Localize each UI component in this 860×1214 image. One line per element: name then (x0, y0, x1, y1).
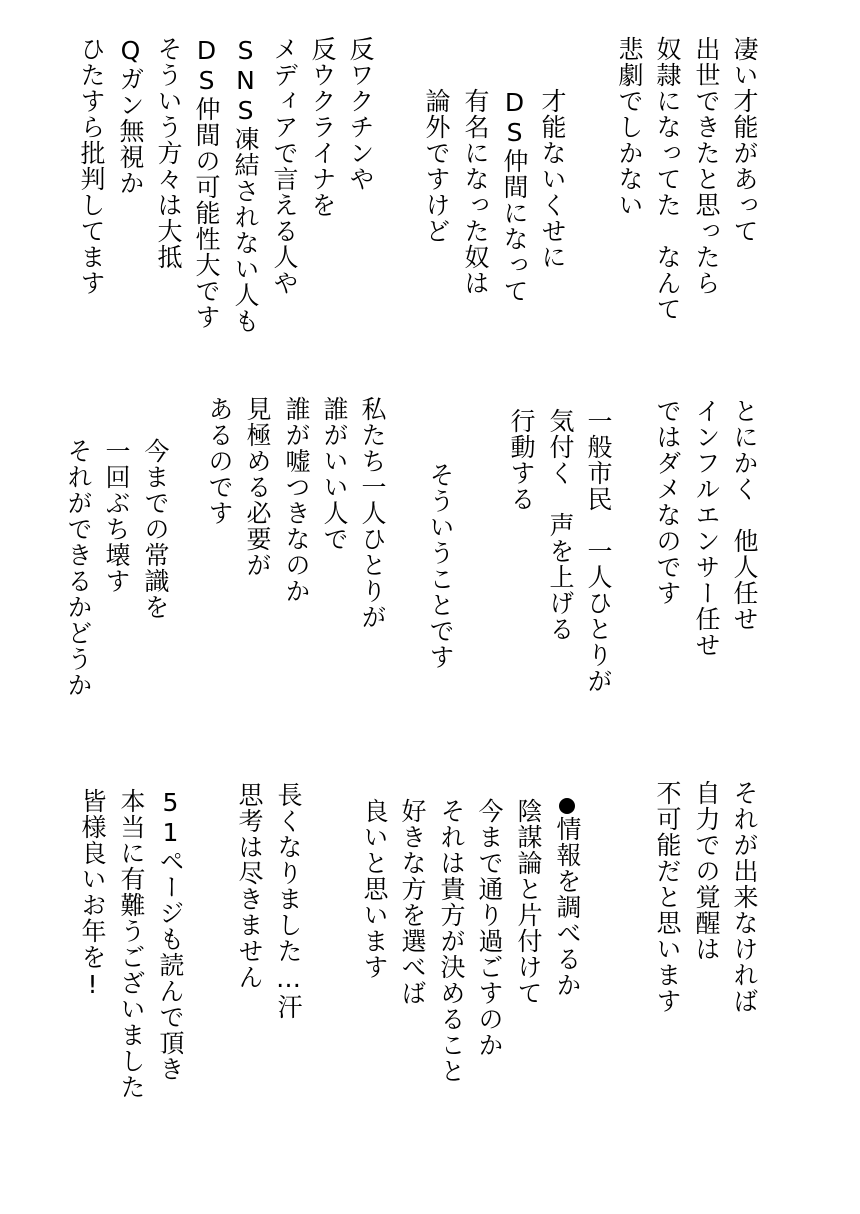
text-line: 今まで通り過ごすのか (475, 798, 504, 1058)
text-line: 長くなりました…汗 (274, 782, 303, 1020)
text-line-label: 情報を調べるか (553, 816, 582, 998)
text-line: 奴隷になってた なんて (653, 36, 682, 322)
text-line: 気付く 声を上げる (546, 408, 575, 642)
bullet-dot-icon (559, 798, 575, 814)
text-line (555, 798, 580, 998)
text-line: 良いと思います (360, 798, 389, 980)
text-line: 皆様良いお年を! (78, 788, 107, 1000)
text-line: 出世できたと思ったら (692, 36, 721, 296)
text-line: 才能ないくせに (538, 88, 567, 270)
text-line: 悲劇でしかない (615, 36, 644, 218)
section-2 (0, 360, 860, 780)
text-line: 見極める必要が (243, 396, 272, 578)
text-line: メディアで言える人や (270, 36, 299, 296)
text-line: 思考は尽きません (235, 782, 264, 990)
text-line: 51ページも読んで頂き (156, 788, 185, 1082)
text-line: 誰が嘘つきなのか (282, 396, 311, 604)
text-line: ひたすら批判してます (77, 36, 106, 296)
text-line: 私たち一人ひとりが (358, 396, 387, 630)
text-line: DS仲間の可能性大です (192, 36, 221, 330)
text-line: SNS凍結されない人も (231, 36, 260, 334)
text-line: それができるかどうか (64, 438, 93, 698)
text-line: インフルエンサー任せ (692, 398, 721, 658)
text-line: あるのです (205, 396, 234, 526)
text-line: 陰謀論と片付けて (514, 798, 543, 1006)
section-1 (0, 0, 860, 360)
text-line: 自力での覚醒は (692, 780, 721, 962)
text-line: 好きな方を選べば (398, 798, 427, 1006)
text-line: そういう方々は大抵 (154, 36, 183, 270)
text-line: 反ワクチンや (346, 36, 375, 192)
text-line: 今までの常識を (141, 438, 170, 620)
text-line: 一回ぶち壊す (102, 438, 131, 594)
text-line: Qガン無視か (116, 36, 145, 196)
section-3 (0, 780, 860, 1214)
text-line: とにかく 他人任せ (730, 398, 759, 632)
text-line: ではダメなのです (653, 398, 682, 606)
text-line: 論外ですけど (422, 88, 451, 244)
text-line: それが出来なければ (730, 780, 759, 1014)
text-line: DS仲間になって (500, 88, 529, 304)
text-line: 不可能だと思います (653, 780, 682, 1014)
text-line: 行動する (507, 408, 536, 512)
text-line: そういうことです (426, 462, 455, 670)
text-line: 凄い才能があって (730, 36, 759, 244)
text-line: 一般市民 一人ひとりが (584, 408, 613, 694)
text-line: 本当に有難うございました (117, 788, 146, 1100)
text-line: それは貴方が決めること (437, 798, 466, 1084)
text-line: 反ウクライナを (308, 36, 337, 218)
text-line: 誰がいい人で (320, 396, 349, 552)
text-line: 有名になった奴は (461, 88, 490, 296)
